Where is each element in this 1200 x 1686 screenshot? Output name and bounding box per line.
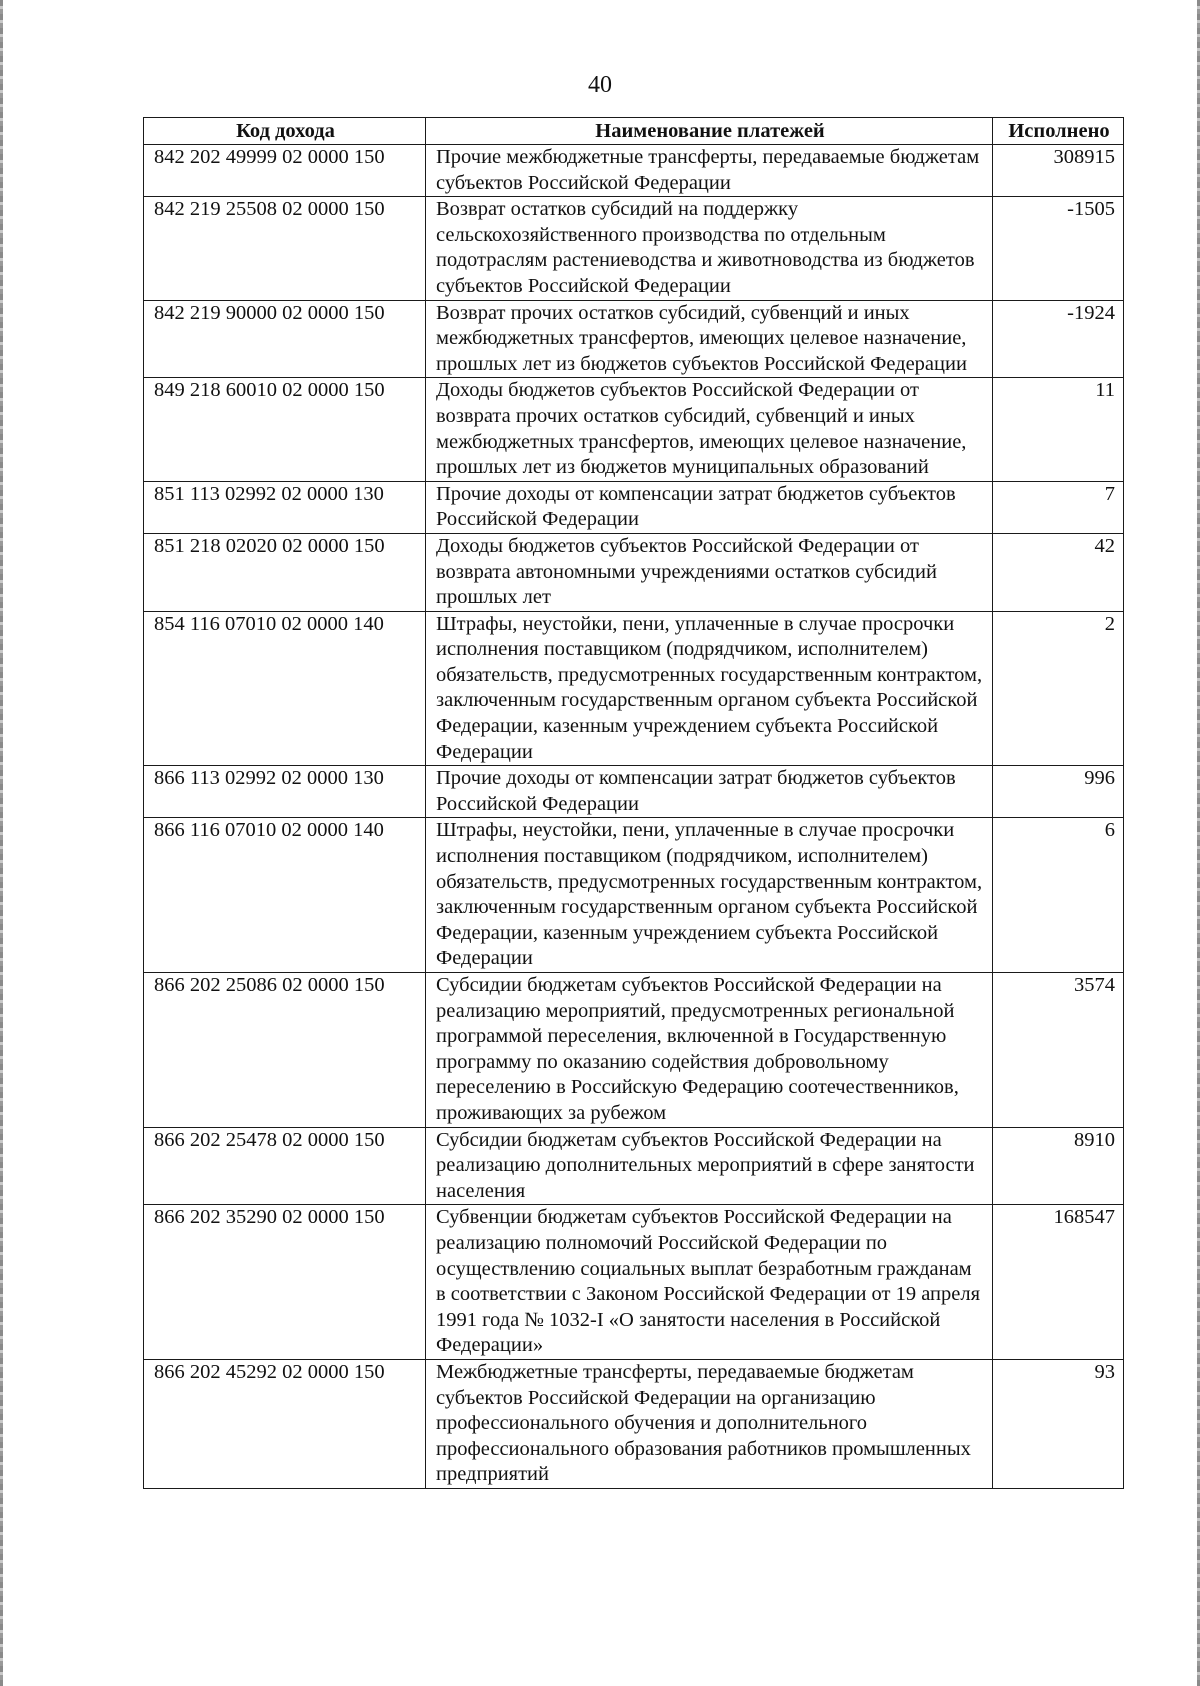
table-row (144, 1127, 1124, 1205)
revenue-code-cell: 866 113 02992 02 0000 130 (144, 766, 426, 818)
executed-amount-cell: 6 (993, 818, 1124, 973)
payment-name-cell: Штрафы, неустойки, пени, уплаченные в случае просрочки исполнения поставщиком (подрядчиком, исполнителем) обязательств, предусмотренных государственным контрактом, заключенным государственным органом субъекта Российской Федерации, казенным учреждением субъекта Российской Федерации (426, 611, 993, 766)
payment-name-cell: Возврат прочих остатков субсидий, субвенций и иных межбюджетных трансфертов, имеющих целевое назначение, прошлых лет из бюджетов субъектов Российской Федерации (426, 300, 993, 378)
executed-amount-cell: 11 (993, 378, 1124, 481)
revenue-code-cell: 854 116 07010 02 0000 140 (144, 611, 426, 766)
table-row (144, 818, 1124, 973)
payment-name-cell: Прочие доходы от компенсации затрат бюджетов субъектов Российской Федерации (426, 766, 993, 818)
revenue-code-cell: 842 219 25508 02 0000 150 (144, 197, 426, 300)
executed-amount-cell: 3574 (993, 973, 1124, 1128)
executed-amount-cell: -1924 (993, 300, 1124, 378)
table-row (144, 973, 1124, 1128)
column-header-code: Код дохода (144, 118, 426, 145)
executed-amount-cell: 93 (993, 1359, 1124, 1488)
table-header-row (144, 118, 1124, 145)
revenue-code-cell: 866 202 45292 02 0000 150 (144, 1359, 426, 1488)
revenue-code-cell: 842 202 49999 02 0000 150 (144, 145, 426, 197)
revenue-code-cell: 851 218 02020 02 0000 150 (144, 533, 426, 611)
executed-amount-cell: -1505 (993, 197, 1124, 300)
executed-amount-cell: 308915 (993, 145, 1124, 197)
revenue-code-cell: 866 202 35290 02 0000 150 (144, 1205, 426, 1360)
table-row (144, 300, 1124, 378)
payment-name-cell: Доходы бюджетов субъектов Российской Федерации от возврата автономными учреждениями остатков субсидий прошлых лет (426, 533, 993, 611)
revenue-code-cell: 866 202 25086 02 0000 150 (144, 973, 426, 1128)
table-row (144, 481, 1124, 533)
executed-amount-cell: 42 (993, 533, 1124, 611)
executed-amount-cell: 7 (993, 481, 1124, 533)
column-header-name: Наименование платежей (426, 118, 993, 145)
revenue-code-cell: 866 202 25478 02 0000 150 (144, 1127, 426, 1205)
table-row (144, 1359, 1124, 1488)
table-body (144, 145, 1124, 1489)
payment-name-cell: Возврат остатков субсидий на поддержку сельскохозяйственного производства по отдельным подотраслям растениеводства и животноводства из бюджетов субъектов Российской Федерации (426, 197, 993, 300)
scan-edge-left (0, 0, 3, 1686)
table-row (144, 766, 1124, 818)
executed-amount-cell: 8910 (993, 1127, 1124, 1205)
payment-name-cell: Прочие доходы от компенсации затрат бюджетов субъектов Российской Федерации (426, 481, 993, 533)
payment-name-cell: Доходы бюджетов субъектов Российской Федерации от возврата прочих остатков субсидий, субвенций и иных межбюджетных трансфертов, имеющих целевое назначение, прошлых лет из бюджетов муниципальных образований (426, 378, 993, 481)
revenue-code-cell: 851 113 02992 02 0000 130 (144, 481, 426, 533)
table-row (144, 533, 1124, 611)
page-number: 40 (588, 72, 612, 98)
payment-name-cell: Субвенции бюджетам субъектов Российской Федерации на реализацию полномочий Российской Федерации по осуществлению социальных выплат безработным гражданам в соответствии с Законом Российской Федерации от 19 апреля 1991 года № 1032-I «О занятости населения в Российской Федерации» (426, 1205, 993, 1360)
table-row (144, 197, 1124, 300)
payment-name-cell: Межбюджетные трансферты, передаваемые бюджетам субъектов Российской Федерации на организацию профессионального обучения и дополнительного профессионального образования работников промышленных предприятий (426, 1359, 993, 1488)
revenue-code-cell: 849 218 60010 02 0000 150 (144, 378, 426, 481)
revenue-table (143, 117, 1124, 1489)
executed-amount-cell: 996 (993, 766, 1124, 818)
payment-name-cell: Субсидии бюджетам субъектов Российской Федерации на реализацию мероприятий, предусмотренных региональной программой переселения, включенной в Государственную программу по оказанию содействия добровольному переселению в Российскую Федерацию соотечественников, проживающих за рубежом (426, 973, 993, 1128)
revenue-code-cell: 842 219 90000 02 0000 150 (144, 300, 426, 378)
table-row (144, 611, 1124, 766)
table-row (144, 378, 1124, 481)
column-header-amount: Исполнено (993, 118, 1124, 145)
executed-amount-cell: 2 (993, 611, 1124, 766)
table-row (144, 1205, 1124, 1360)
table-row (144, 145, 1124, 197)
revenue-code-cell: 866 116 07010 02 0000 140 (144, 818, 426, 973)
executed-amount-cell: 168547 (993, 1205, 1124, 1360)
payment-name-cell: Штрафы, неустойки, пени, уплаченные в случае просрочки исполнения поставщиком (подрядчиком, исполнителем) обязательств, предусмотренных государственным контрактом, заключенным государственным органом субъекта Российской Федерации, казенным учреждением субъекта Российской Федерации (426, 818, 993, 973)
payment-name-cell: Прочие межбюджетные трансферты, передаваемые бюджетам субъектов Российской Федерации (426, 145, 993, 197)
payment-name-cell: Субсидии бюджетам субъектов Российской Федерации на реализацию дополнительных мероприятий в сфере занятости населения (426, 1127, 993, 1205)
